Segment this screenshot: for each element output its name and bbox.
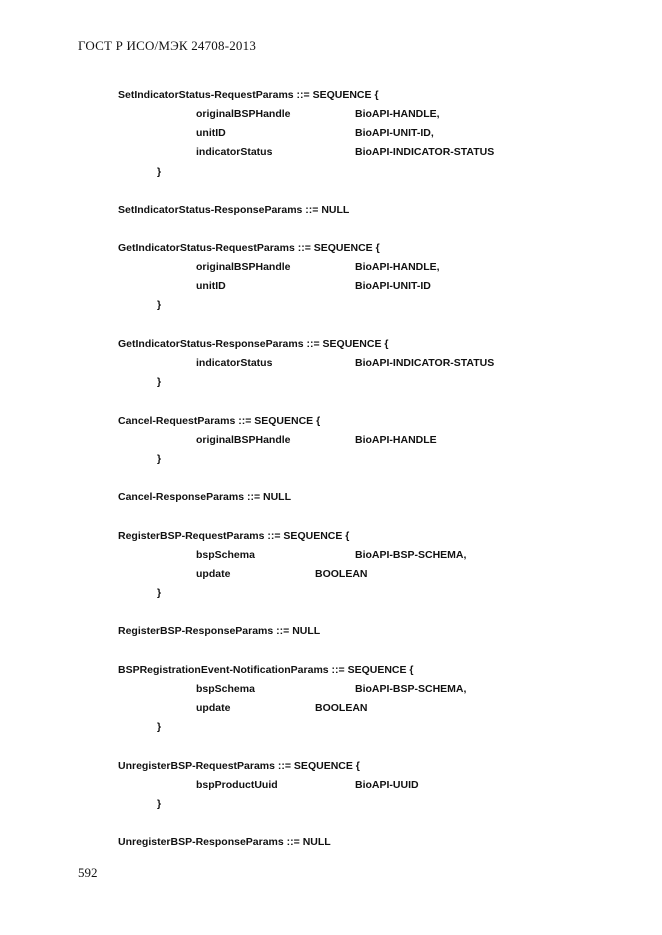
field-name: originalBSPHandle — [196, 434, 291, 446]
field-type: BioAPI-INDICATOR-STATUS — [355, 146, 495, 158]
field-type: BioAPI-HANDLE, — [355, 108, 440, 120]
sequence-title: BSPRegistrationEvent-NotificationParams ::= SEQUENCE { — [118, 664, 414, 676]
closing-brace: } — [157, 453, 162, 465]
field-type: BioAPI-HANDLE — [355, 434, 437, 446]
sequence-title: UnregisterBSP-RequestParams ::= SEQUENCE { — [118, 760, 360, 772]
sequence-title: RegisterBSP-ResponseParams ::= NULL — [118, 625, 321, 637]
field-name: update — [196, 702, 231, 714]
field-name: originalBSPHandle — [196, 108, 291, 120]
field-name: bspProductUuid — [196, 779, 278, 791]
sequence-title: SetIndicatorStatus-RequestParams ::= SEQUENCE { — [118, 89, 379, 101]
sequence-title: UnregisterBSP-ResponseParams ::= NULL — [118, 836, 331, 848]
field-type: BioAPI-UNIT-ID, — [355, 127, 434, 139]
sequence-title: GetIndicatorStatus-ResponseParams ::= SEQUENCE { — [118, 338, 389, 350]
sequence-title: Cancel-ResponseParams ::= NULL — [118, 491, 292, 503]
field-type: BOOLEAN — [315, 702, 368, 714]
closing-brace: } — [157, 376, 162, 388]
field-name: originalBSPHandle — [196, 261, 291, 273]
field-type: BioAPI-INDICATOR-STATUS — [355, 357, 495, 369]
closing-brace: } — [157, 798, 162, 810]
closing-brace: } — [157, 587, 162, 599]
closing-brace: } — [157, 166, 162, 178]
field-name: unitID — [196, 280, 226, 292]
field-name: bspSchema — [196, 683, 255, 695]
sequence-title: SetIndicatorStatus-ResponseParams ::= NULL — [118, 204, 350, 216]
sequence-title: GetIndicatorStatus-RequestParams ::= SEQUENCE { — [118, 242, 380, 254]
closing-brace: } — [157, 721, 162, 733]
field-name: indicatorStatus — [196, 357, 273, 369]
field-name: unitID — [196, 127, 226, 139]
field-name: update — [196, 568, 231, 580]
sequence-title: RegisterBSP-RequestParams ::= SEQUENCE { — [118, 530, 350, 542]
field-type: BioAPI-BSP-SCHEMA, — [355, 549, 467, 561]
sequence-title: Cancel-RequestParams ::= SEQUENCE { — [118, 415, 321, 427]
field-type: BioAPI-UNIT-ID — [355, 280, 431, 292]
field-type: BOOLEAN — [315, 568, 368, 580]
page-header: ГОСТ Р ИСО/МЭК 24708-2013 — [78, 38, 257, 53]
page-number: 592 — [78, 865, 98, 880]
field-name: bspSchema — [196, 549, 255, 561]
field-type: BioAPI-UUID — [355, 779, 419, 791]
field-name: indicatorStatus — [196, 146, 273, 158]
field-type: BioAPI-BSP-SCHEMA, — [355, 683, 467, 695]
closing-brace: } — [157, 299, 162, 311]
field-type: BioAPI-HANDLE, — [355, 261, 440, 273]
